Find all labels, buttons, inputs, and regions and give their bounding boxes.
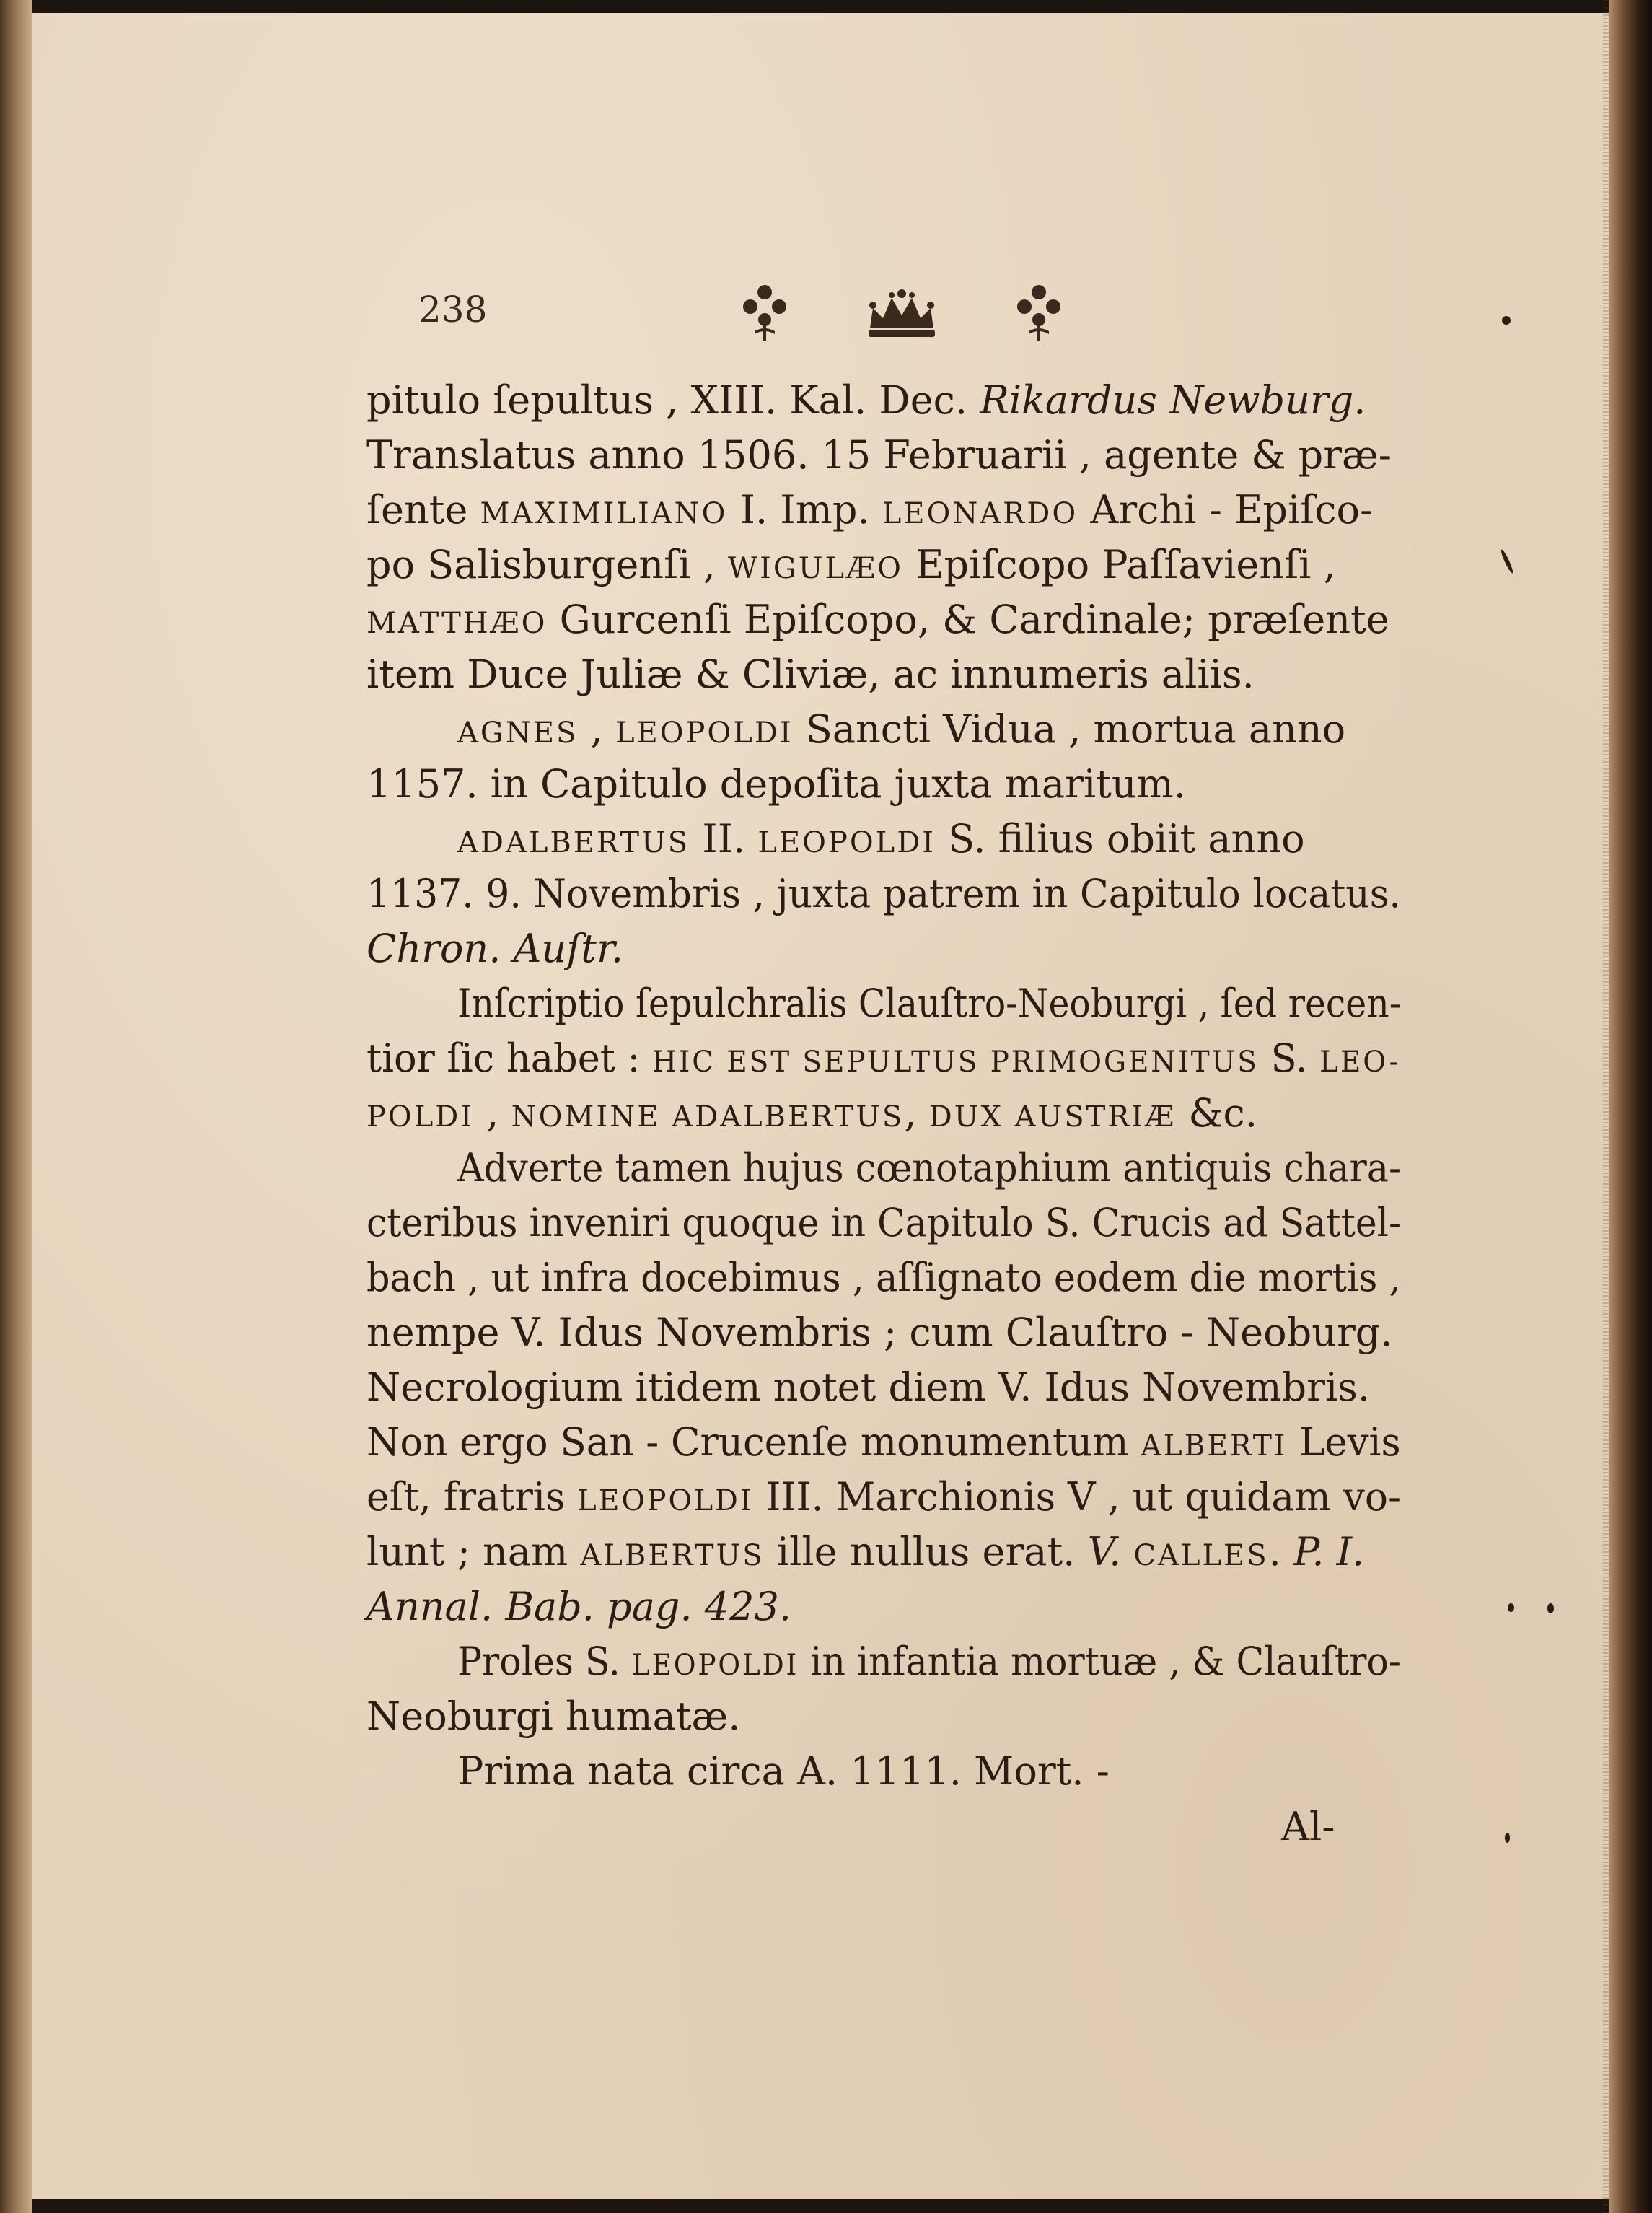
text-run: bach , ut infra docebimus , aſſignato eodem die mortis , xyxy=(366,1255,1401,1300)
text-line xyxy=(366,869,1401,919)
small-caps-run: LEOPOLDI xyxy=(577,1484,754,1517)
small-caps-run: DUX AUSTRIÆ xyxy=(928,1100,1177,1134)
ink-speck xyxy=(1502,316,1511,325)
text-run: S. xyxy=(1258,1035,1320,1081)
text-line xyxy=(366,1088,1257,1142)
text-line xyxy=(366,595,1389,649)
header-ornament xyxy=(736,280,1075,345)
text-run: cteribus inveniri quoque in Capitulo S. Crucis ad Sattel- xyxy=(366,1200,1402,1245)
text-line xyxy=(457,1143,1401,1193)
text-run: Adverte tamen hujus cœnotaphium antiquis chara- xyxy=(457,1145,1402,1191)
text-line xyxy=(366,1472,1401,1526)
catchword: Al- xyxy=(1281,1804,1335,1849)
text-line xyxy=(457,1636,1401,1691)
text-line xyxy=(366,1033,1401,1087)
text-run: Neoburgi humatæ. xyxy=(366,1693,741,1739)
text-run: I. Imp. xyxy=(727,487,882,533)
text-run: item Duce Juliæ & Cliviæ, ac innumeris aliis. xyxy=(366,652,1255,697)
text-run: po Salisburgenſi , xyxy=(366,542,728,587)
italic-run: P. I. xyxy=(1293,1529,1365,1574)
text-run: in infantia mortuæ , & Clauſtro- xyxy=(799,1639,1401,1684)
small-caps-run: CALLES xyxy=(1133,1539,1269,1572)
ink-speck xyxy=(1505,1833,1510,1843)
small-caps-run: LEO- xyxy=(1319,1046,1401,1079)
text-run: 1137. 9. Novembris , juxta patrem in Capitulo locatus. xyxy=(366,871,1401,916)
text-line xyxy=(366,924,623,974)
text-run: Translatus anno 1506. 15 Februarii , agente & præ- xyxy=(366,432,1392,478)
italic-run: V. xyxy=(1087,1529,1122,1574)
fleuron-icon xyxy=(1017,285,1060,341)
text-run: ille nullus erat. xyxy=(764,1529,1088,1574)
small-caps-run: NOMINE ADALBERTUS xyxy=(511,1100,905,1134)
small-caps-run: POLDI xyxy=(366,1100,475,1134)
text-run: Gurcenſi Epiſcopo, & Cardinale; præſente xyxy=(547,597,1389,642)
small-caps-run: MAXIMILIANO xyxy=(480,497,728,530)
text-line xyxy=(366,759,1186,810)
text-line xyxy=(457,814,1305,868)
text-line xyxy=(366,1362,1370,1413)
small-caps-run: LEOPOLDI xyxy=(615,717,794,750)
italic-run: Rikardus Newburg. xyxy=(980,377,1366,423)
text-line xyxy=(366,430,1392,481)
text-run: Epiſcopo Paſſavienſi , xyxy=(902,542,1336,587)
text-line xyxy=(366,1691,740,1742)
small-caps-run: HIC EST SEPULTUS PRIMOGENITUS xyxy=(652,1046,1259,1079)
text-line xyxy=(366,485,1373,539)
text-run: , xyxy=(578,706,615,752)
small-caps-run: WIGULÆO xyxy=(727,552,903,585)
text-run: pitulo ſepultus , XIII. Kal. Dec. xyxy=(366,377,980,423)
text-line xyxy=(366,1582,791,1632)
text-line xyxy=(366,1527,1364,1581)
text-run: Levis xyxy=(1287,1419,1401,1465)
italic-run: Chron. Auſtr. xyxy=(366,926,624,971)
small-caps-run: LEOPOLDI xyxy=(757,826,936,859)
text-run: Necrologium itidem notet diem V. Idus Novembris. xyxy=(366,1364,1371,1410)
text-run: II. xyxy=(690,816,758,862)
page-number: 238 xyxy=(418,289,488,330)
text-run: , xyxy=(474,1090,511,1136)
small-caps-run: MATTHÆO xyxy=(366,607,548,640)
text-line xyxy=(366,375,1366,426)
text-line xyxy=(366,1307,1393,1358)
text-run: Non ergo San - Crucenſe monumentum xyxy=(366,1419,1141,1465)
text-line xyxy=(457,704,1345,758)
text-run: S. filius obiit anno xyxy=(936,816,1305,862)
text-run: lunt ; nam xyxy=(366,1529,581,1574)
text-line xyxy=(457,978,1401,1029)
text-run: . xyxy=(1268,1529,1293,1574)
text-run: Inſcriptio ſepulchralis Clauſtro-Neoburgi , ſed recen- xyxy=(457,981,1402,1026)
text-run: Prima nata circa A. 1111. Mort. - xyxy=(457,1748,1110,1794)
small-caps-run: AGNES xyxy=(457,717,579,750)
text-run: ſente xyxy=(366,487,480,533)
text-line xyxy=(366,649,1255,700)
text-run: tior ſic habet : xyxy=(366,1035,653,1081)
text-run: Sancti Vidua , mortua anno xyxy=(793,706,1346,752)
small-caps-run: ADALBERTUS xyxy=(457,826,690,859)
text-line xyxy=(366,1417,1401,1471)
small-caps-run: LEOPOLDI xyxy=(631,1649,799,1682)
fleuron-icon xyxy=(743,285,786,341)
text-line xyxy=(366,1198,1401,1248)
ink-speck xyxy=(1508,1603,1514,1612)
text-line xyxy=(366,1253,1401,1303)
book-gutter xyxy=(0,0,32,2213)
text-line xyxy=(457,1746,1110,1797)
italic-run: Annal. Bab. pag. 423. xyxy=(366,1584,792,1629)
small-caps-run: ALBERTI xyxy=(1141,1429,1288,1463)
text-run: Proles S. xyxy=(457,1639,632,1684)
text-run: Archi - Epiſco- xyxy=(1078,487,1374,533)
text-run: III. Marchionis V , ut quidam vo- xyxy=(753,1474,1402,1520)
text-run xyxy=(1121,1529,1133,1574)
text-run: &c. xyxy=(1176,1090,1257,1136)
small-caps-run: ALBERTUS xyxy=(580,1539,765,1572)
text-run: eſt, fratris xyxy=(366,1474,578,1520)
book-right-edge xyxy=(1609,0,1652,2213)
text-run: , xyxy=(904,1090,929,1136)
text-run: nempe V. Idus Novembris ; cum Clauſtro - Neoburg. xyxy=(366,1310,1393,1355)
crown-icon xyxy=(869,289,935,337)
ink-speck xyxy=(1547,1603,1554,1613)
small-caps-run: LEONARDO xyxy=(882,497,1078,530)
text-line xyxy=(366,540,1336,594)
text-run: 1157. in Capitulo depoſita juxta maritum. xyxy=(366,761,1187,807)
